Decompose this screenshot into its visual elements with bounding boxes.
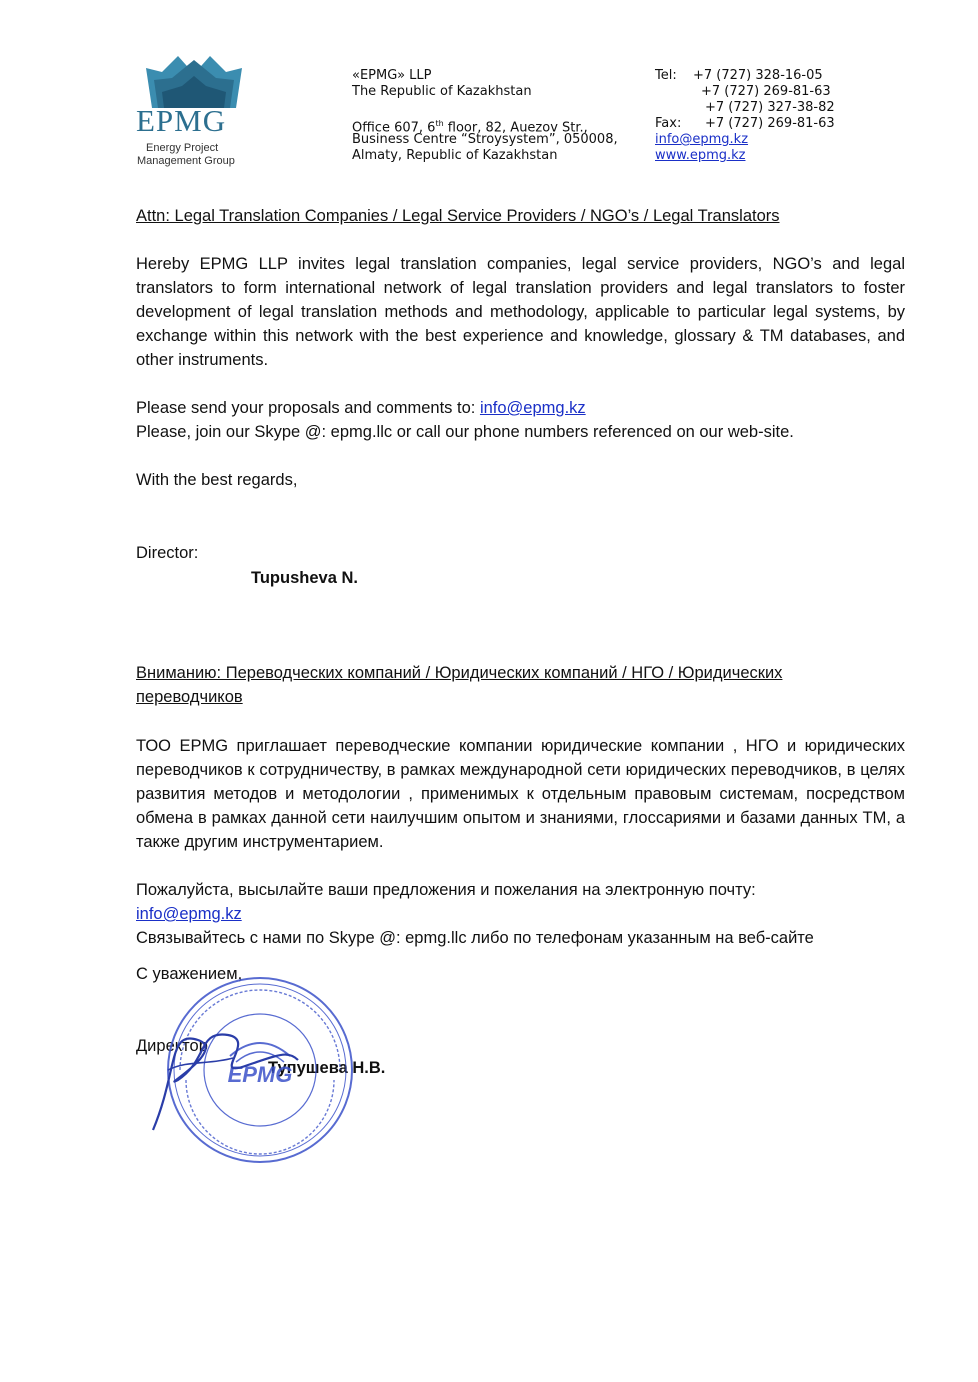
- tel-label: Tel:: [655, 68, 677, 83]
- english-regards: With the best regards,: [136, 471, 298, 489]
- russian-director-name: Тупушева Н.В.: [268, 1059, 386, 1077]
- tel-number-3: +7 (727) 327-38-82: [705, 100, 835, 115]
- tel-number-2: +7 (727) 269-81-63: [701, 84, 831, 99]
- english-attn: Attn: Legal Translation Companies / Legal Service Providers / NGO’s / Legal Translators: [136, 207, 780, 225]
- address-street: floor, 82, Auezov Str.,: [443, 120, 588, 136]
- logo-brand: EPMG: [136, 103, 227, 138]
- company-logo: [132, 48, 257, 173]
- header-address-line2: Business Centre “Stroysystem”, 050008,: [352, 132, 618, 147]
- header-website-link[interactable]: www.epmg.kz: [655, 148, 746, 163]
- handwritten-signature: [138, 1010, 308, 1140]
- english-proposals-email-link[interactable]: info@epmg.kz: [479, 399, 586, 417]
- russian-skype-line: Связывайтесь с нами по Skype @: epmg.llc либо по телефонам указанным на веб-сайте: [136, 929, 814, 947]
- english-skype-line: Please, join our Skype @: epmg.llc or call our phone numbers referenced on our web-site.: [136, 423, 794, 441]
- logo-tagline-1: Energy Project: [146, 142, 219, 154]
- russian-proposals-line: Пожалуйста, высылайте ваши предложения и пожелания на электронную почту:: [136, 881, 756, 899]
- russian-attn-line1: Вниманию: Переводческих компаний / Юридических компаний / НГО / Юридических: [136, 664, 783, 682]
- header-email-link[interactable]: info@epmg.kz: [655, 132, 749, 147]
- english-director-label: Director:: [136, 544, 199, 562]
- russian-attn-line2: переводчиков: [136, 688, 243, 706]
- address-office: Office 607, 6: [352, 120, 436, 136]
- logo-tagline-2: Management Group: [137, 155, 235, 167]
- header-address-line3: Almaty, Republic of Kazakhstan: [352, 148, 558, 163]
- english-proposals-line: [136, 396, 586, 420]
- russian-paragraph: ТОО EPMG приглашает переводческие компании юридические компании , НГО и юридических переводчиков к сотрудничеству, в рамках международной сети юридических переводчиков, в целях развития методов и методологии , применимых к отдельным правовым системам, посредством обмена в рамках данной сети наилучшим опытом и знаниями, глоссариями и базами данных ТМ, а также другим инструментарием.: [136, 737, 905, 851]
- header-company: «EPMG» LLP: [352, 68, 432, 83]
- tel-number-1: +7 (727) 328-16-05: [693, 68, 823, 83]
- russian-regards: С уважением,: [136, 965, 243, 983]
- russian-proposals-email-link[interactable]: info@epmg.kz: [136, 905, 242, 923]
- english-director-name: Tupusheva N.: [251, 569, 358, 587]
- russian-director-label: Директор: [136, 1037, 208, 1055]
- english-paragraph: Hereby EPMG LLP invites legal translation companies, legal service providers, NGO’s and legal translators to form international network of legal translation providers and legal translators to foster development of legal translation methods and methodology, applicable to particular legal systems, by exchange within this network with the best experience and knowledge, glossary & TM databases, and other instruments.: [136, 255, 905, 369]
- fax-number: +7 (727) 269-81-63: [705, 116, 835, 131]
- fax-label: Fax:: [655, 116, 682, 131]
- logo-emblem: [132, 48, 257, 110]
- english-proposals-prefix: Please send your proposals and comments to:: [136, 399, 480, 417]
- header-country: The Republic of Kazakhstan: [352, 84, 532, 99]
- address-floor-sup: th: [435, 119, 444, 128]
- svg-text:EPMG: EPMG: [227, 1062, 293, 1087]
